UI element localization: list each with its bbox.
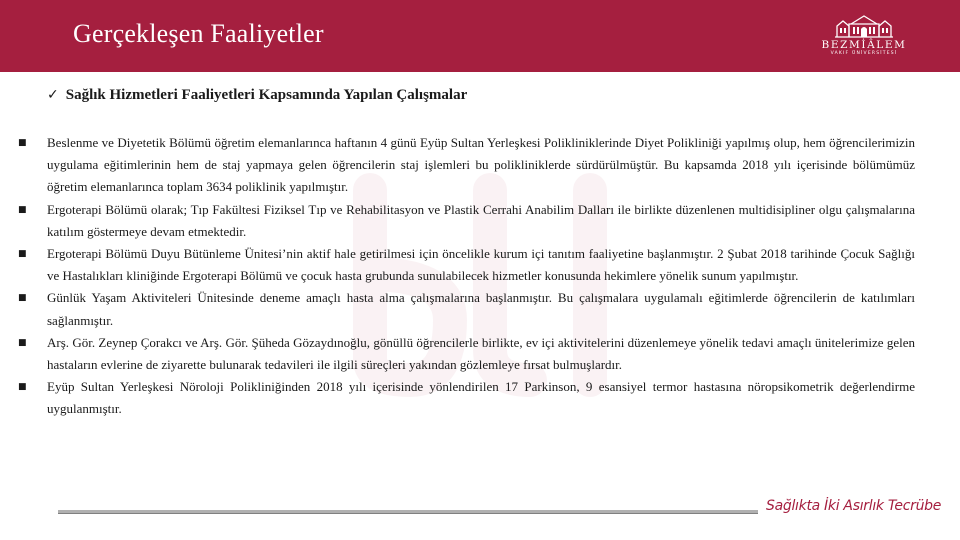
square-bullet-icon: ■	[18, 337, 27, 348]
logo-name: BEZMİÂLEM	[821, 39, 907, 51]
list-item	[18, 376, 915, 420]
list-item-text: Ergoterapi Bölümü Duyu Bütünleme Ünitesi’nin aktif hale getirilmesi için öncelikle kurum içi tanıtım faaliyetine başlanmıştır. 2 Şubat 2018 tarihinde Çocuk Sağlığı ve Hastalıkları kliniğinde Ergoterapi Bölümü ve çocuk hasta grubunda sunulabilecek hizmetler konusunda hekimlere yönelik sunum yapılmıştır.	[47, 246, 915, 284]
square-bullet-icon: ■	[18, 293, 27, 304]
list-item	[18, 287, 915, 331]
list-item	[18, 199, 915, 243]
header-bar	[0, 0, 960, 72]
footer-slogan: Sağlıkta İki Asırlık Tecrübe	[766, 498, 942, 514]
list-item	[18, 243, 915, 287]
square-bullet-icon: ■	[18, 382, 27, 393]
subtitle-text: Sağlık Hizmetleri Faaliyetleri Kapsamında Yapılan Çalışmalar	[65, 87, 468, 103]
section-subtitle	[47, 87, 467, 104]
square-bullet-icon: ■	[18, 138, 27, 148]
list-item	[18, 132, 915, 199]
square-bullet-icon: ■	[18, 249, 27, 260]
list-item-text: Beslenme ve Diyetetik Bölümü öğretim elemanlarınca haftanın 4 günü Eyüp Sultan Yerleşkesi Polikliniklerinde Diyet Polikliniği yapılmış olup, hem öğrencilerimizin uygulama eğitimlerinin hem de staj yapmaya gelen öğrencilerin staj işlemleri bu polikliniklerde sürdürülmüştür. Bu kapsamda 2018 yılı içerisinde bölümümüz öğretim elemanlarınca toplam 3634 poliklinik yapılmıştır.	[47, 135, 915, 195]
list-item	[18, 332, 915, 376]
list-item-text: Ergoterapi Bölümü olarak; Tıp Fakültesi Fiziksel Tıp ve Rehabilitasyon ve Plastik Cerrahi Anabilim Dalları ile birlikte düzenlenen multidisipliner olgu çalışmalarına katılım göstermeye devam etmektedir.	[47, 201, 915, 239]
list-item-text: Arş. Gör. Zeynep Çorakcı ve Arş. Gör. Şüheda Gözaydınoğlu, gönüllü öğrencilerle birlikte, ev içi aktivitelerini düzenlemeye yönelik tedavi amaçlı ünitelerimize gelen hastaların evlerine de ziyarette bulunarak tedavileri ile ilgili süreçleri yakından gözlemleye fırsat bulmuşlardır.	[47, 334, 915, 373]
square-bullet-icon: ■	[18, 204, 27, 215]
footer-divider-shadow	[58, 513, 758, 514]
university-logo	[818, 14, 910, 62]
list-item-text: Günlük Yaşam Aktiviteleri Ünitesinde deneme amaçlı hasta alma çalışmalarına başlanmıştır. Bu çalışmalara uygulamalı eğitimlerde öğrencilerin de katılımları sağlanmıştır.	[47, 290, 915, 328]
activity-list	[18, 132, 915, 421]
university-building-icon	[833, 14, 895, 38]
check-icon: ✓	[47, 87, 59, 103]
page-title: Gerçekleşen Faaliyetler	[73, 19, 324, 48]
list-item-text: Eyüp Sultan Yerleşkesi Nöroloji Polikliniğinden 2018 yılı içerisinde yönlendirilen 17 Parkinson, 9 esansiyel termor hastasına nöropsikometrik değerlendirme uygulanmıştır.	[47, 379, 915, 417]
logo-subtitle: VAKIF ÜNİVERSİTESİ	[830, 51, 898, 56]
